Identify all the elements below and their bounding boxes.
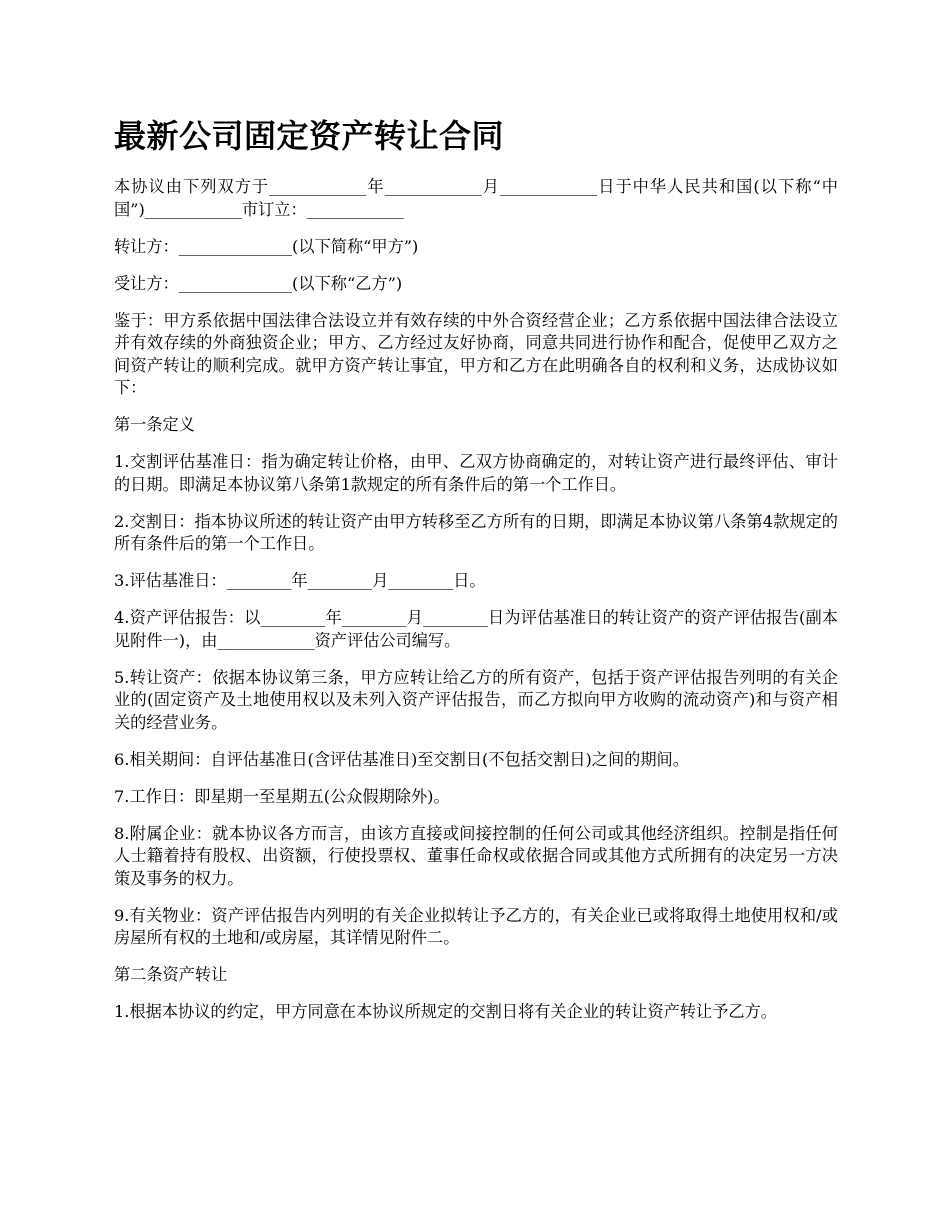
document-title: 最新公司固定资产转让合同 [114,117,505,155]
transferor-line: 转让方：______________(以下简称“甲方”) [114,236,419,256]
clause-paragraph: 4.资产评估报告：以________年________月________日为评估基准日的转让资产的资产评估报告(副本见附件一)，由____________资产评估公司编写。 [114,608,838,650]
clause-paragraph: 7.工作日：即星期一至星期五(公众假期除外)。 [114,786,450,806]
clause-paragraph: 5.转让资产：依据本协议第三条，甲方应转让给乙方的所有资产，包括于资产评估报告列明的有关企业的(固定资产及土地使用权以及未列入资产评估报告，而乙方拟向甲方收购的流动资产)和与资产相关的经营业务。 [114,667,838,732]
clause-paragraph: 1.交割评估基准日：指为确定转让价格，由甲、乙双方协商确定的，对转让资产进行最终评估、审计的日期。即满足本协议第八条第1款规定的所有条件后的第一个工作日。 [114,452,838,494]
document-page [114,112,838,1038]
clause-paragraph: 6.相关期间：自评估基准日(含评估基准日)至交割日(不包括交割日)之间的期间。 [114,749,689,769]
transferee-line: 受让方：______________(以下称“乙方”) [114,273,403,293]
clause-paragraph: 9.有关物业：资产评估报告内列明的有关企业拟转让予乙方的，有关企业已或将取得土地使用权和/或房屋所有权的土地和/或房屋，其详情见附件二。 [114,905,838,947]
article-1-heading: 第一条定义 [114,415,195,434]
clause-paragraph: 2.交割日：指本协议所述的转让资产由甲方转移至乙方所有的日期，即满足本协议第八条第4款规定的所有条件后的第一个工作日。 [114,511,838,553]
clause-paragraph: 1.根据本协议的约定，甲方同意在本协议所规定的交割日将有关企业的转让资产转让予乙方。 [114,1002,777,1021]
article-2-heading: 第二条资产转让 [114,965,228,984]
recital-paragraph: 鉴于：甲方系依据中国法律合法设立并有效存续的中外合资经营企业；乙方系依据中国法律合法设立并有效存续的外商独资企业；甲方、乙方经过友好协商，同意共同进行协作和配合，促使甲乙双方之间资产转让的顺利完成。就甲方资产转让事宜，甲方和乙方在此明确各自的权利和义务，达成协议如下： [114,310,838,397]
clause-paragraph: 8.附属企业：就本协议各方而言，由该方直接或间接控制的任何公司或其他经济组织。控制是指任何人士籍着持有股权、出资额，行使投票权、董事任命权或依据合同或其他方式所拥有的决定另一方决策及事务的权力。 [114,823,838,888]
clause-paragraph: 3.评估基准日：________年________月________日。 [114,571,486,590]
intro-paragraph: 本协议由下列双方于____________年____________月____________日于中华人民共和国(以下称“中国”)____________市订立：____________ [114,177,838,219]
